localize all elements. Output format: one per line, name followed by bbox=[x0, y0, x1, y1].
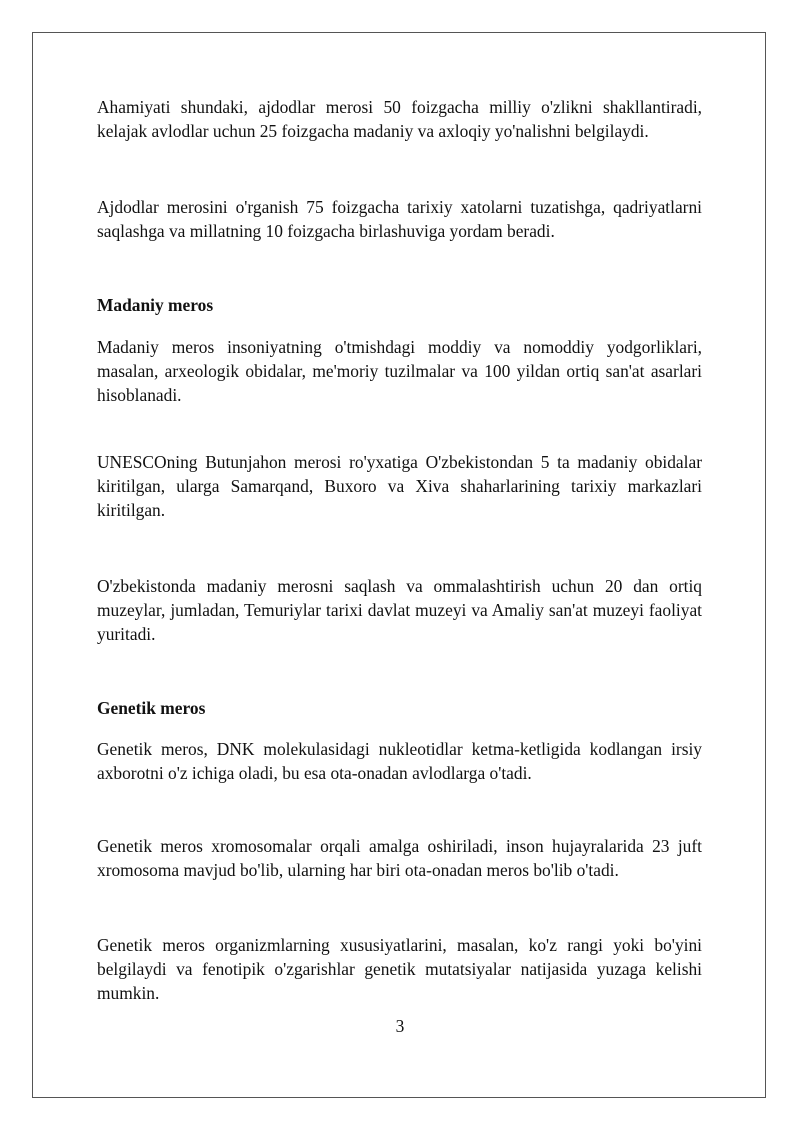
paragraph-cultural-heritage-definition: Madaniy meros insoniyatning o'tmishdagi moddiy va nomoddiy yodgorliklari, masalan, arxeologik obidalar, me'moriy tuzilmalar va 100 yildan ortiq san'at asarlari hisoblanadi. bbox=[97, 337, 702, 405]
paragraph-museums: O'zbekistonda madaniy merosni saqlash va ommalashtirish uchun 20 dan ortiq muzeylar, jumladan, Temuriylar tarixi davlat muzeyi va Amaliy san'at muzeyi faoliyat yuritadi. bbox=[97, 576, 702, 644]
paragraph-ancestral-heritage-study: Ajdodlar merosini o'rganish 75 foizgacha tarixiy xatolarni tuzatishga, qadriyatlarni saqlashga va millatning 10 foizgacha birlashuviga yordam beradi. bbox=[97, 197, 702, 241]
page-number: 3 bbox=[395, 1016, 405, 1036]
section-heading-genetic-heritage: Genetik meros bbox=[97, 698, 206, 718]
paragraph-genetic-heritage-dna: Genetik meros, DNK molekulasidagi nukleotidlar ketma-ketligida kodlangan irsiy axborotni o'z ichiga oladi, bu esa ota-onadan avlodlarga o'tadi. bbox=[97, 739, 702, 783]
paragraph-ancestral-heritage-importance: Ahamiyati shundaki, ajdodlar merosi 50 foizgacha milliy o'zlikni shakllantiradi, kelajak avlodlar uchun 25 foizgacha madaniy va axloqiy yo'nalishni belgilaydi. bbox=[97, 97, 702, 141]
paragraph-genetic-heritage-chromosomes: Genetik meros xromosomalar orqali amalga oshiriladi, inson hujayralarida 23 juft xromosoma mavjud bo'lib, ularning har biri ota-onadan meros bo'lib o'tadi. bbox=[97, 836, 702, 880]
section-heading-cultural-heritage: Madaniy meros bbox=[97, 295, 214, 315]
paragraph-genetic-heritage-traits: Genetik meros organizmlarning xususiyatlarini, masalan, ko'z rangi yoki bo'yini belgilaydi va fenotipik o'zgarishlar genetik mutatsiyalar natijasida yuzaga kelishi mumkin. bbox=[97, 935, 702, 1003]
paragraph-unesco-list: UNESCOning Butunjahon merosi ro'yxatiga O'zbekistondan 5 ta madaniy obidalar kiritilgan, ularga Samarqand, Buxoro va Xiva shaharlarining tarixiy markazlari kiritilgan. bbox=[97, 452, 702, 520]
